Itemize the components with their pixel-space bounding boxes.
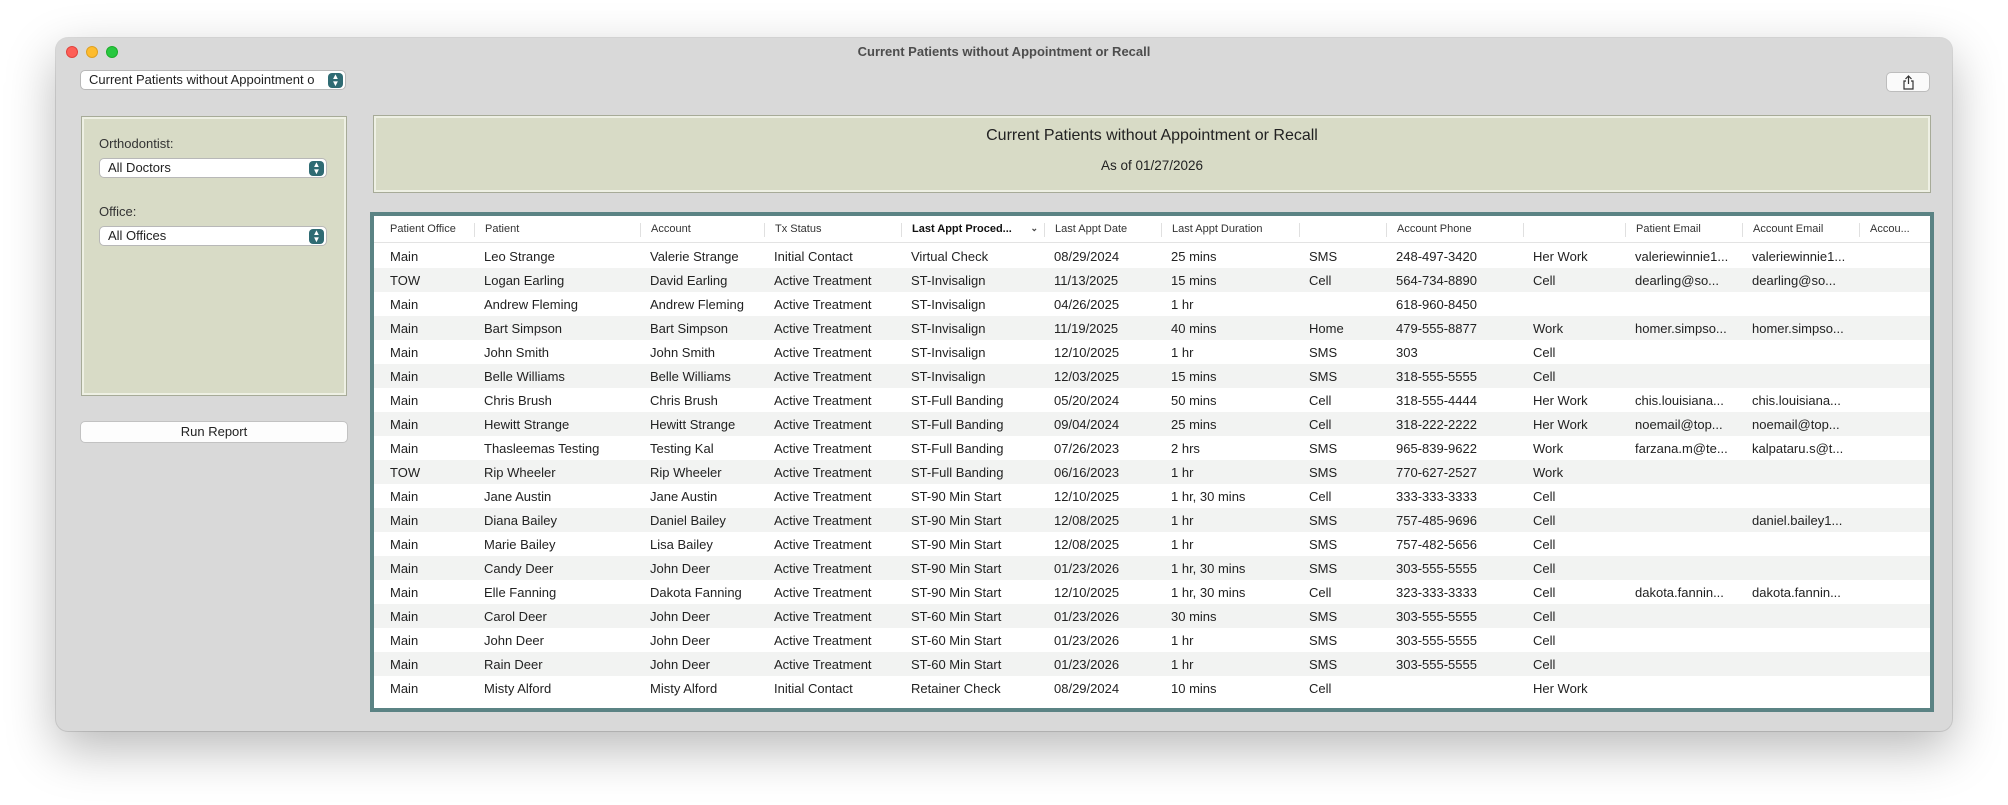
- table-cell: Active Treatment: [774, 633, 872, 648]
- table-cell: Main: [390, 417, 419, 432]
- table-cell: Cell: [1533, 633, 1556, 648]
- table-cell: Rip Wheeler: [650, 465, 722, 480]
- table-row[interactable]: [374, 580, 1930, 604]
- table-cell: SMS: [1309, 513, 1338, 528]
- table-cell: Andrew Fleming: [650, 297, 744, 312]
- table-cell: Her Work: [1533, 417, 1588, 432]
- table-row[interactable]: [374, 412, 1930, 436]
- updown-stepper-icon: ▲ ▼: [309, 229, 324, 244]
- table-cell: 08/29/2024: [1054, 681, 1120, 696]
- table-cell: Dakota Fanning: [650, 585, 742, 600]
- table-cell: Initial Contact: [774, 249, 853, 264]
- table-cell: Main: [390, 585, 419, 600]
- table-cell: Cell: [1309, 393, 1332, 408]
- report-subtitle: As of 01/27/2026: [1100, 158, 1204, 173]
- table-cell: valeriewinnie1...: [1752, 249, 1846, 264]
- table-cell: Chris Brush: [650, 393, 718, 408]
- table-cell: 318-555-4444: [1396, 393, 1477, 408]
- office-label: Office:: [99, 204, 137, 219]
- table-cell: Diana Bailey: [484, 513, 557, 528]
- table-cell: 15 mins: [1171, 273, 1217, 288]
- table-cell: 318-555-5555: [1396, 369, 1477, 384]
- table-cell: ST-90 Min Start: [911, 489, 1002, 504]
- share-button[interactable]: [1886, 72, 1930, 92]
- table-cell: Cell: [1533, 273, 1556, 288]
- column-header-label: Account Email: [1753, 223, 1824, 235]
- table-cell: Thasleemas Testing: [484, 441, 600, 456]
- table-cell: Lisa Bailey: [650, 537, 713, 552]
- table-row[interactable]: [374, 532, 1930, 556]
- column-header[interactable]: [1625, 223, 1742, 237]
- report-title: Current Patients without Appointment or Recall: [986, 127, 1318, 144]
- table-cell: ST-Invisalign: [911, 369, 986, 384]
- table-cell: 04/26/2025: [1054, 297, 1120, 312]
- table-row[interactable]: [374, 508, 1930, 532]
- table-cell: ST-Invisalign: [911, 345, 986, 360]
- table-cell: John Smith: [484, 345, 550, 360]
- table-cell: Cell: [1309, 681, 1332, 696]
- table-cell: 06/16/2023: [1054, 465, 1120, 480]
- table-cell: Active Treatment: [774, 609, 872, 624]
- table-cell: 770-627-2527: [1396, 465, 1477, 480]
- table-cell: Cell: [1533, 369, 1556, 384]
- table-cell: Active Treatment: [774, 321, 872, 336]
- column-header[interactable]: [1523, 223, 1625, 237]
- column-header-label: Accou...: [1870, 223, 1910, 235]
- table-cell: Cell: [1309, 417, 1332, 432]
- table-cell: Main: [390, 345, 419, 360]
- table-cell: Active Treatment: [774, 345, 872, 360]
- table-cell: ST-90 Min Start: [911, 537, 1002, 552]
- table-cell: John Deer: [650, 657, 710, 672]
- table-cell: Rip Wheeler: [484, 465, 556, 480]
- table-cell: 12/10/2025: [1054, 489, 1120, 504]
- table-row[interactable]: [374, 316, 1930, 340]
- table-cell: Testing Kal: [650, 441, 714, 456]
- table-cell: 479-555-8877: [1396, 321, 1477, 336]
- orthodontist-select[interactable]: [99, 158, 327, 178]
- table-cell: noemail@top...: [1752, 417, 1840, 432]
- table-cell: 12/10/2025: [1054, 345, 1120, 360]
- column-header[interactable]: [1044, 223, 1161, 237]
- column-header-label: Last Appt Proced...: [912, 223, 1012, 235]
- table-cell: John Deer: [650, 633, 710, 648]
- table-cell: SMS: [1309, 249, 1338, 264]
- table-cell: Cell: [1533, 537, 1556, 552]
- column-header[interactable]: [1742, 223, 1859, 237]
- table-cell: Daniel Bailey: [650, 513, 726, 528]
- table-cell: Home: [1309, 321, 1344, 336]
- table-cell: TOW: [390, 273, 421, 288]
- report-type-value: Current Patients without Appointment o: [89, 72, 315, 87]
- report-header: [373, 115, 1931, 193]
- table-cell: daniel.bailey1...: [1752, 513, 1843, 528]
- table-cell: ST-Invisalign: [911, 273, 986, 288]
- table-cell: 15 mins: [1171, 369, 1217, 384]
- table-cell: Active Treatment: [774, 297, 872, 312]
- table-cell: 248-497-3420: [1396, 249, 1477, 264]
- table-cell: 318-222-2222: [1396, 417, 1477, 432]
- table-cell: 07/26/2023: [1054, 441, 1120, 456]
- table-row[interactable]: [374, 292, 1930, 316]
- table-row[interactable]: [374, 676, 1930, 700]
- table-cell: chis.louisiana...: [1752, 393, 1841, 408]
- table-cell: 303-555-5555: [1396, 609, 1477, 624]
- table-cell: ST-Full Banding: [911, 441, 1004, 456]
- table-cell: SMS: [1309, 345, 1338, 360]
- table-cell: Her Work: [1533, 393, 1588, 408]
- table-cell: 2 hrs: [1171, 441, 1200, 456]
- column-header[interactable]: [1161, 223, 1299, 237]
- column-header[interactable]: [380, 223, 474, 237]
- table-cell: 08/29/2024: [1054, 249, 1120, 264]
- table-row[interactable]: [374, 244, 1930, 268]
- table-cell: kalpataru.s@t...: [1752, 441, 1844, 456]
- table-cell: ST-Full Banding: [911, 417, 1004, 432]
- table-cell: ST-Invisalign: [911, 297, 986, 312]
- table-cell: Active Treatment: [774, 513, 872, 528]
- table-cell: 01/23/2026: [1054, 609, 1120, 624]
- table-cell: 757-482-5656: [1396, 537, 1477, 552]
- table-cell: 12/03/2025: [1054, 369, 1120, 384]
- table-row[interactable]: [374, 628, 1930, 652]
- table-cell: Cell: [1533, 561, 1556, 576]
- table-cell: ST-Full Banding: [911, 465, 1004, 480]
- table-cell: Andrew Fleming: [484, 297, 578, 312]
- column-header-label: Tx Status: [775, 223, 822, 235]
- table-cell: Cell: [1309, 273, 1332, 288]
- table-cell: Main: [390, 321, 419, 336]
- table-body: [374, 244, 1930, 700]
- table-cell: 12/08/2025: [1054, 537, 1120, 552]
- table-cell: Active Treatment: [774, 369, 872, 384]
- table-cell: SMS: [1309, 465, 1338, 480]
- table-cell: Main: [390, 393, 419, 408]
- table-header: [374, 216, 1930, 243]
- table-cell: ST-60 Min Start: [911, 633, 1002, 648]
- table-cell: 11/13/2025: [1054, 273, 1119, 288]
- table-cell: Active Treatment: [774, 489, 872, 504]
- table-cell: 1 hr: [1171, 537, 1194, 552]
- table-row[interactable]: [374, 436, 1930, 460]
- table-cell: John Smith: [650, 345, 716, 360]
- table-cell: SMS: [1309, 369, 1338, 384]
- table-cell: Work: [1533, 321, 1564, 336]
- table-cell: Candy Deer: [484, 561, 554, 576]
- table-cell: SMS: [1309, 537, 1338, 552]
- table-cell: 1 hr: [1171, 297, 1194, 312]
- table-cell: Main: [390, 249, 419, 264]
- table-cell: dakota.fannin...: [1752, 585, 1841, 600]
- table-cell: 1 hr, 30 mins: [1171, 585, 1246, 600]
- column-header-label: Account: [651, 223, 691, 235]
- table-cell: Jane Austin: [484, 489, 552, 504]
- table-cell: SMS: [1309, 633, 1338, 648]
- table-cell: Active Treatment: [774, 441, 872, 456]
- table-cell: Active Treatment: [774, 273, 872, 288]
- table-cell: 965-839-9622: [1396, 441, 1477, 456]
- column-header[interactable]: [474, 223, 640, 237]
- table-cell: Her Work: [1533, 249, 1588, 264]
- table-cell: Chris Brush: [484, 393, 552, 408]
- table-cell: Cell: [1309, 585, 1332, 600]
- orthodontist-label: Orthodontist:: [99, 136, 174, 151]
- share-icon: [1902, 75, 1915, 90]
- table-row[interactable]: [374, 388, 1930, 412]
- table-cell: 01/23/2026: [1054, 561, 1120, 576]
- table-cell: Initial Contact: [774, 681, 853, 696]
- table-cell: 323-333-3333: [1396, 585, 1477, 600]
- table-cell: 25 mins: [1171, 417, 1217, 432]
- column-header[interactable]: [901, 223, 1044, 237]
- table-cell: Jane Austin: [650, 489, 718, 504]
- table-cell: Belle Williams: [484, 369, 565, 384]
- table-cell: TOW: [390, 465, 421, 480]
- table-cell: Active Treatment: [774, 417, 872, 432]
- table-cell: 303-555-5555: [1396, 657, 1477, 672]
- table-cell: 01/23/2026: [1054, 657, 1120, 672]
- table-cell: 303-555-5555: [1396, 561, 1477, 576]
- table-cell: 1 hr, 30 mins: [1171, 489, 1246, 504]
- table-cell: Bart Simpson: [650, 321, 729, 336]
- column-header-label: Patient Office: [390, 223, 456, 235]
- orthodontist-value: All Doctors: [108, 160, 171, 175]
- column-header[interactable]: [764, 223, 901, 237]
- window-title: Current Patients without Appointment or Recall: [857, 44, 1151, 59]
- office-value: All Offices: [108, 228, 167, 243]
- table-cell: Misty Alford: [484, 681, 552, 696]
- table-cell: Rain Deer: [484, 657, 543, 672]
- table-cell: 333-333-3333: [1396, 489, 1477, 504]
- table-cell: chis.louisiana...: [1635, 393, 1724, 408]
- table-cell: ST-90 Min Start: [911, 513, 1002, 528]
- table-cell: 1 hr, 30 mins: [1171, 561, 1246, 576]
- table-cell: 09/04/2024: [1054, 417, 1120, 432]
- sort-descending-icon: ⌄: [1030, 223, 1038, 233]
- filter-panel: [81, 116, 347, 396]
- table-cell: 01/23/2026: [1054, 633, 1120, 648]
- table-cell: noemail@top...: [1635, 417, 1723, 432]
- app-window: [56, 38, 1952, 731]
- table-cell: Main: [390, 513, 419, 528]
- column-header-label: Account Phone: [1397, 223, 1472, 235]
- table-cell: Work: [1533, 465, 1564, 480]
- table-cell: Active Treatment: [774, 465, 872, 480]
- table-cell: Cell: [1533, 585, 1556, 600]
- table-cell: Hewitt Strange: [650, 417, 736, 432]
- table-cell: Main: [390, 441, 419, 456]
- table-cell: Active Treatment: [774, 537, 872, 552]
- table-row[interactable]: [374, 364, 1930, 388]
- column-header[interactable]: [1386, 223, 1523, 237]
- table-cell: Main: [390, 537, 419, 552]
- table-cell: Leo Strange: [484, 249, 555, 264]
- table-cell: David Earling: [650, 273, 728, 288]
- table-cell: homer.simpso...: [1752, 321, 1844, 336]
- table-cell: Elle Fanning: [484, 585, 557, 600]
- column-header-label: Patient: [485, 223, 520, 235]
- table-cell: Hewitt Strange: [484, 417, 570, 432]
- table-cell: Cell: [1533, 657, 1556, 672]
- table-cell: 1 hr: [1171, 465, 1194, 480]
- table-cell: ST-60 Min Start: [911, 609, 1002, 624]
- table-cell: ST-90 Min Start: [911, 561, 1002, 576]
- table-cell: Logan Earling: [484, 273, 565, 288]
- table-cell: 25 mins: [1171, 249, 1217, 264]
- office-select[interactable]: [99, 226, 327, 246]
- table-cell: Marie Bailey: [484, 537, 556, 552]
- table-cell: farzana.m@te...: [1635, 441, 1728, 456]
- table-cell: 30 mins: [1171, 609, 1217, 624]
- table-cell: Active Treatment: [774, 561, 872, 576]
- table-cell: Cell: [1533, 513, 1556, 528]
- table-cell: 757-485-9696: [1396, 513, 1477, 528]
- table-cell: 11/19/2025: [1054, 321, 1119, 336]
- table-cell: 1 hr: [1171, 633, 1194, 648]
- table-cell: Main: [390, 657, 419, 672]
- table-cell: John Deer: [650, 561, 710, 576]
- table-cell: 1 hr: [1171, 345, 1194, 360]
- table-cell: Retainer Check: [911, 681, 1001, 696]
- table-cell: homer.simpso...: [1635, 321, 1727, 336]
- table-cell: Main: [390, 297, 419, 312]
- table-cell: Main: [390, 609, 419, 624]
- table-cell: 564-734-8890: [1396, 273, 1477, 288]
- table-cell: dearling@so...: [1635, 273, 1720, 288]
- table-cell: Misty Alford: [650, 681, 718, 696]
- table-cell: 10 mins: [1171, 681, 1217, 696]
- table-cell: valeriewinnie1...: [1635, 249, 1729, 264]
- table-cell: 12/10/2025: [1054, 585, 1120, 600]
- table-cell: SMS: [1309, 609, 1338, 624]
- table-cell: Cell: [1533, 609, 1556, 624]
- table-cell: SMS: [1309, 561, 1338, 576]
- report-type-select[interactable]: [80, 70, 346, 90]
- run-report-button[interactable]: Run Report: [80, 421, 348, 443]
- table-cell: ST-Invisalign: [911, 321, 986, 336]
- table-row[interactable]: [374, 340, 1930, 364]
- updown-stepper-icon: ▲ ▼: [309, 161, 324, 176]
- column-header[interactable]: [1299, 223, 1386, 237]
- table-row[interactable]: [374, 604, 1930, 628]
- table-cell: 618-960-8450: [1396, 297, 1477, 312]
- table-cell: Cell: [1309, 489, 1332, 504]
- results-table: [370, 212, 1934, 712]
- table-cell: ST-60 Min Start: [911, 657, 1002, 672]
- table-cell: Active Treatment: [774, 585, 872, 600]
- table-cell: Carol Deer: [484, 609, 547, 624]
- updown-stepper-icon: ▲ ▼: [328, 73, 343, 88]
- table-cell: John Deer: [484, 633, 544, 648]
- column-header-label: Last Appt Duration: [1172, 223, 1263, 235]
- table-cell: Active Treatment: [774, 657, 872, 672]
- table-cell: dakota.fannin...: [1635, 585, 1724, 600]
- table-cell: Main: [390, 489, 419, 504]
- table-row[interactable]: [374, 460, 1930, 484]
- table-row[interactable]: [374, 484, 1930, 508]
- table-row[interactable]: [374, 556, 1930, 580]
- table-cell: ST-90 Min Start: [911, 585, 1002, 600]
- table-cell: SMS: [1309, 657, 1338, 672]
- table-row[interactable]: [374, 268, 1930, 292]
- table-cell: dearling@so...: [1752, 273, 1837, 288]
- table-cell: Active Treatment: [774, 393, 872, 408]
- table-cell: Bart Simpson: [484, 321, 563, 336]
- table-cell: Main: [390, 681, 419, 696]
- table-cell: 50 mins: [1171, 393, 1217, 408]
- column-header[interactable]: [1859, 223, 1921, 237]
- table-cell: Cell: [1533, 345, 1556, 360]
- table-cell: Main: [390, 561, 419, 576]
- column-header-label: Last Appt Date: [1055, 223, 1128, 235]
- table-cell: Main: [390, 633, 419, 648]
- table-cell: Main: [390, 369, 419, 384]
- title-bar: [56, 38, 1952, 66]
- table-cell: 12/08/2025: [1054, 513, 1120, 528]
- table-row[interactable]: [374, 652, 1930, 676]
- table-cell: 303-555-5555: [1396, 633, 1477, 648]
- table-cell: 303: [1396, 345, 1418, 360]
- table-cell: SMS: [1309, 441, 1338, 456]
- table-cell: 40 mins: [1171, 321, 1217, 336]
- table-cell: 1 hr: [1171, 513, 1194, 528]
- table-cell: Work: [1533, 441, 1564, 456]
- table-cell: Belle Williams: [650, 369, 731, 384]
- table-cell: John Deer: [650, 609, 710, 624]
- column-header-label: Patient Email: [1636, 223, 1701, 235]
- column-header[interactable]: [640, 223, 764, 237]
- table-cell: 05/20/2024: [1054, 393, 1120, 408]
- table-cell: Her Work: [1533, 681, 1588, 696]
- table-cell: Cell: [1533, 489, 1556, 504]
- table-cell: 1 hr: [1171, 657, 1194, 672]
- table-cell: Virtual Check: [911, 249, 989, 264]
- table-cell: Valerie Strange: [650, 249, 739, 264]
- table-cell: ST-Full Banding: [911, 393, 1004, 408]
